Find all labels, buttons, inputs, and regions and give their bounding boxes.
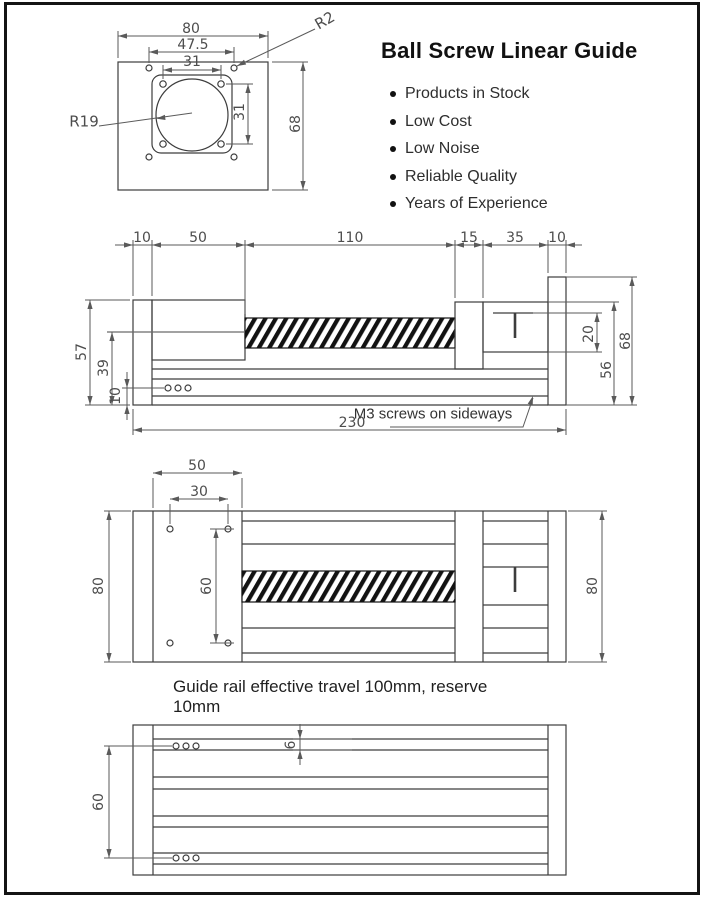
feature-item: Low Noise xyxy=(405,140,480,157)
left-end-cap xyxy=(133,300,152,405)
motor-mount-plate xyxy=(455,302,483,369)
flange-view-dimensions xyxy=(99,29,315,190)
radius-callout-r19: R19 xyxy=(69,112,99,131)
dim-screw-length: 110 xyxy=(336,230,364,246)
bore-circle xyxy=(156,79,228,151)
feature-item: Products in Stock xyxy=(405,85,530,102)
dim-overall-height: 68 xyxy=(618,332,634,350)
flange-plate-outline xyxy=(118,62,268,190)
dim-carriage-top-height: 57 xyxy=(74,343,90,361)
dim-plate-width: 80 xyxy=(182,21,200,37)
dim-motor-length: 35 xyxy=(506,230,524,246)
bottom-screw-holes xyxy=(173,743,199,861)
side-screw-holes xyxy=(165,385,191,391)
flange-holes xyxy=(160,81,224,147)
plan-ball-screw-hatch xyxy=(242,571,455,602)
dim-mount-hole-spacing: 47.5 xyxy=(177,37,209,53)
plan-view xyxy=(133,511,566,662)
dim-bottom-hole-spacing: 60 xyxy=(91,793,107,811)
flange-dim-arrows xyxy=(118,33,306,190)
bullet-icon xyxy=(390,119,396,125)
bullet-icon xyxy=(390,201,396,207)
dim-rail-width-left: 80 xyxy=(91,577,107,595)
dim-overall-length: 230 xyxy=(338,415,366,431)
radius-callout-r2: R2 xyxy=(311,7,338,34)
carriage-block xyxy=(152,300,245,360)
dim-motor-top-height: 56 xyxy=(599,361,615,379)
dim-mount-plate-width: 15 xyxy=(460,230,478,246)
dim-screw-center-height: 39 xyxy=(96,359,112,377)
dim-rail-width-right: 80 xyxy=(585,577,601,595)
right-end-cap xyxy=(548,277,566,405)
dim-left-cap: 10 xyxy=(133,230,151,246)
m3-note: M3 screws on sideways xyxy=(353,405,513,423)
feature-item: Reliable Quality xyxy=(405,168,518,185)
dim-side-hole-height: 10 xyxy=(108,387,124,405)
feature-item: Years of Experience xyxy=(405,195,548,212)
bullet-icon xyxy=(390,91,396,97)
dim-carriage-width: 50 xyxy=(188,458,206,474)
rail-body-lines xyxy=(152,369,548,405)
r2-leader-line xyxy=(237,29,315,66)
page-title: Ball Screw Linear Guide xyxy=(381,38,638,63)
dim-right-cap: 10 xyxy=(548,230,566,246)
bullet-icon xyxy=(390,174,396,180)
side-view xyxy=(107,277,566,405)
bottom-dim-arrows xyxy=(106,730,302,858)
travel-caption: Guide rail effective travel 100mm, reserve 10mm xyxy=(173,677,488,716)
dim-hole-spacing-x: 30 xyxy=(190,484,208,500)
bottom-view-dimensions xyxy=(104,724,352,858)
dim-hole-spacing-y: 60 xyxy=(199,577,215,595)
r19-leader-line xyxy=(99,113,192,126)
dim-coupling-height: 20 xyxy=(581,325,597,343)
flange-view xyxy=(118,62,268,190)
feature-item: Low Cost xyxy=(405,113,472,130)
bullet-icon xyxy=(390,146,396,152)
bottom-view xyxy=(133,725,566,875)
dim-flange-hole-spacing-x: 31 xyxy=(183,54,201,70)
bottom-groove-lines xyxy=(153,739,548,864)
dim-carriage-length: 50 xyxy=(189,230,207,246)
dim-flange-hole-spacing-y: 31 xyxy=(232,103,248,121)
ball-screw-hatch xyxy=(245,318,455,348)
dim-groove-offset: 6 xyxy=(283,740,299,750)
dim-plate-height: 68 xyxy=(288,115,304,133)
